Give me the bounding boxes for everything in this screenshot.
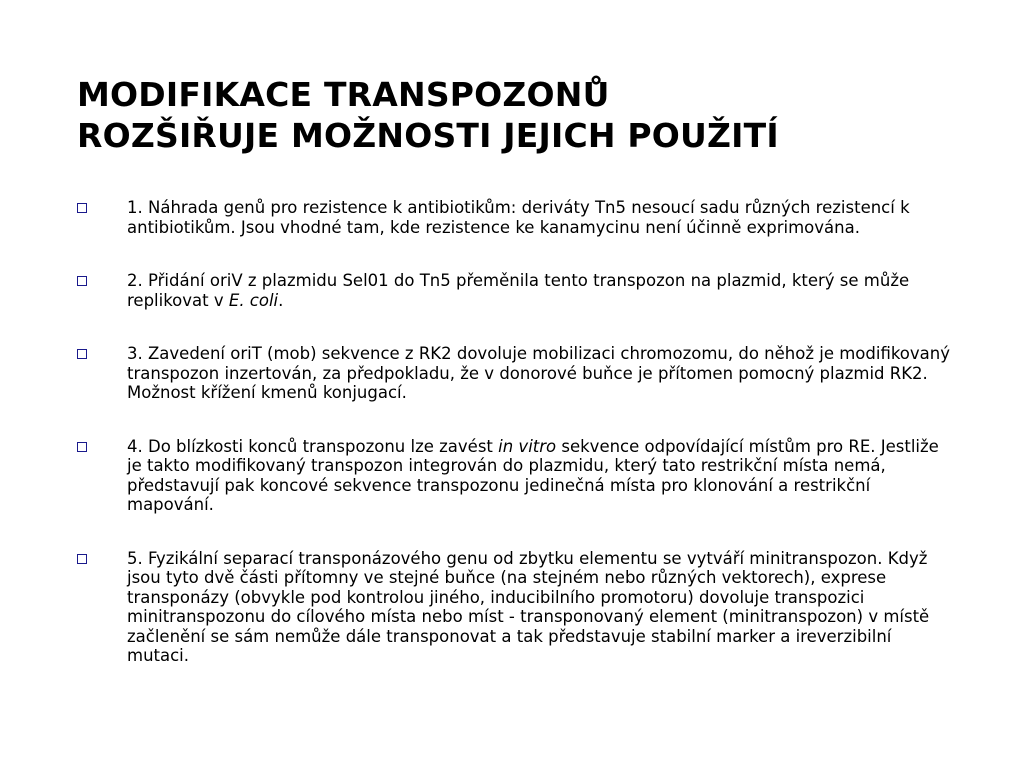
bullet-text-4 (127, 437, 957, 515)
bullet-text-2-part-2: . (278, 290, 284, 310)
bullet-item-2 (77, 271, 957, 310)
bullet-text-2-italic: E. coli (228, 290, 279, 310)
bullet-text-2-part-1: 2. Přidání oriV z plazmidu Sel01 do Tn5 přeměnila tento transpozon na plazmid, který se může replikovat v (127, 271, 910, 310)
bullet-item-5 (77, 549, 957, 666)
slide-title-line-1: MODIFIKACE TRANSPOZONŮ (77, 75, 610, 114)
hollow-square-bullet-icon (77, 554, 87, 564)
slide-title-line-2: ROZŠIŘUJE MOŽNOSTI JEJICH POUŽITÍ (77, 116, 779, 155)
bullet-text-3: 3. Zavedení oriT (mob) sekvence z RK2 dovoluje mobilizaci chromozomu, do něhož je modifikovaný transpozon inzertován, za předpokladu, že v donorové buňce je přítomen pomocný plazmid RK2. Možnost křížení kmenů konjugací. (127, 344, 951, 402)
hollow-square-bullet-icon (77, 203, 87, 213)
bullet-item-1 (77, 198, 957, 237)
bullet-list (77, 198, 957, 700)
hollow-square-bullet-icon (77, 276, 87, 286)
bullet-text-4-part-1: 4. Do blízkosti konců transpozonu lze zavést (127, 436, 499, 456)
slide-title (77, 74, 977, 156)
bullet-text-4-part-2: sekvence odpovídající místům pro RE. Jestliže je takto modifikovaný transpozon integrován do plazmidu, který tato restrikční místa nemá, představují pak koncové sekvence transpozonu jedinečná místa pro klonování a restrikční mapování. (127, 436, 939, 514)
bullet-text-1: 1. Náhrada genů pro rezistence k antibiotikům: deriváty Tn5 nesoucí sadu různých rezistencí k antibiotikům. Jsou vhodné tam, kde rezistence ke kanamycinu není účinně exprimována. (127, 198, 910, 237)
bullet-text-5: 5. Fyzikální separací transponázového genu od zbytku elementu se vytváří minitranspozon. Když jsou tyto dvě části přítomny ve stejné buňce (na stejném nebo různých vektorech), exprese transponázy (obvykle pod kontrolou jiného, inducibilního promotoru) dovoluje transpozici minitranspozonu do cílového místa nebo míst - transponovaný element (minitranspozon) v místě začlenění se sám nemůže dále transponovat a tak představuje stabilní marker a ireverzibilní mutaci. (127, 548, 930, 665)
bullet-text-2 (127, 271, 957, 310)
hollow-square-bullet-icon (77, 349, 87, 359)
bullet-item-3 (77, 344, 957, 403)
bullet-text-4-italic: in vitro (498, 436, 557, 456)
hollow-square-bullet-icon (77, 442, 87, 452)
bullet-item-4 (77, 437, 957, 515)
